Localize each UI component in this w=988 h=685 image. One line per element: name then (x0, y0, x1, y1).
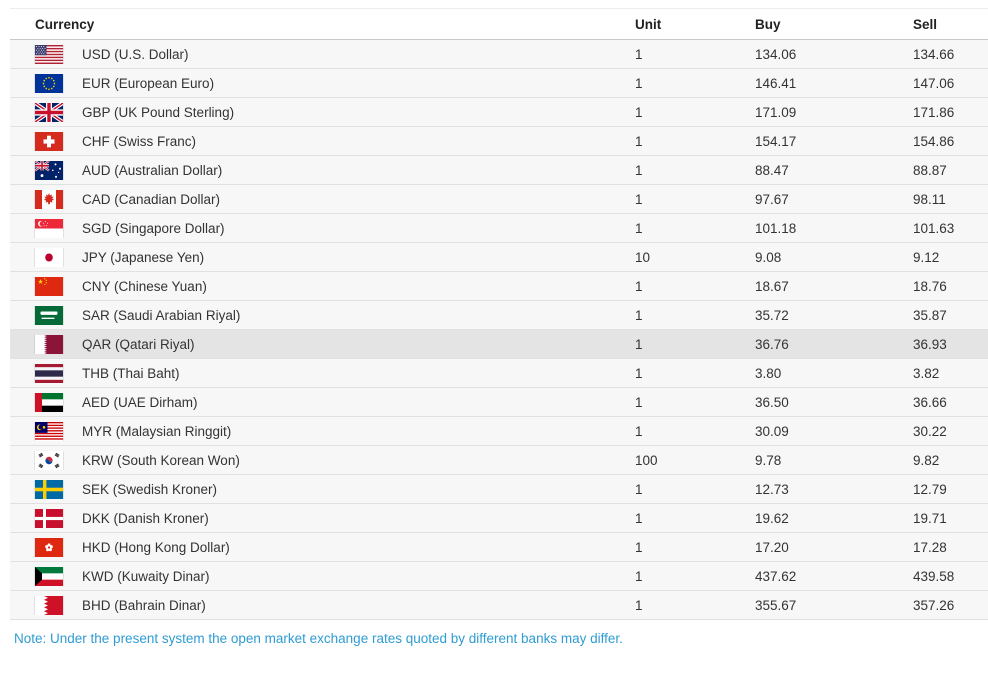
unit-value: 1 (635, 423, 643, 439)
currency-name: DKK (Danish Kroner) (82, 510, 209, 526)
exchange-rate-table (10, 8, 988, 620)
unit-value: 1 (635, 75, 643, 91)
sell-value: 357.26 (913, 597, 955, 613)
sell-value: 88.87 (913, 162, 947, 178)
flag-qa-icon (35, 335, 63, 354)
sell-value: 3.82 (913, 365, 940, 381)
table-row-th[interactable] (10, 359, 988, 388)
unit-value: 1 (635, 336, 643, 352)
buy-value: 355.67 (755, 597, 797, 613)
currency-name: CHF (Swiss Franc) (82, 133, 196, 149)
flag-eu-icon (35, 74, 63, 93)
sell-value: 9.82 (913, 452, 940, 468)
sell-value: 134.66 (913, 46, 955, 62)
column-header-unit: Unit (635, 16, 662, 32)
currency-name: HKD (Hong Kong Dollar) (82, 539, 230, 555)
sell-value: 147.06 (913, 75, 955, 91)
flag-us-icon (35, 45, 63, 64)
flag-th-icon (35, 364, 63, 383)
table-row-sa[interactable] (10, 301, 988, 330)
table-row-dk[interactable] (10, 504, 988, 533)
unit-value: 1 (635, 220, 643, 236)
table-row-sg[interactable] (10, 214, 988, 243)
buy-value: 3.80 (755, 365, 782, 381)
currency-name: SEK (Swedish Kroner) (82, 481, 218, 497)
table-row-cn[interactable] (10, 272, 988, 301)
buy-value: 36.50 (755, 394, 789, 410)
buy-value: 154.17 (755, 133, 797, 149)
buy-value: 35.72 (755, 307, 789, 323)
table-row-kr[interactable] (10, 446, 988, 475)
unit-value: 1 (635, 510, 643, 526)
flag-ca-icon (35, 190, 63, 209)
table-row-au[interactable] (10, 156, 988, 185)
table-row-ch[interactable] (10, 127, 988, 156)
currency-name: EUR (European Euro) (82, 75, 215, 91)
sell-value: 154.86 (913, 133, 955, 149)
currency-name: USD (U.S. Dollar) (82, 46, 189, 62)
unit-value: 100 (635, 452, 658, 468)
sell-value: 439.58 (913, 568, 955, 584)
table-row-se[interactable] (10, 475, 988, 504)
currency-name: KWD (Kuwaity Dinar) (82, 568, 210, 584)
unit-value: 1 (635, 46, 643, 62)
flag-ch-icon (35, 132, 63, 151)
unit-value: 1 (635, 568, 643, 584)
table-row-kw[interactable] (10, 562, 988, 591)
buy-value: 171.09 (755, 104, 797, 120)
buy-value: 12.73 (755, 481, 789, 497)
unit-value: 1 (635, 539, 643, 555)
unit-value: 1 (635, 597, 643, 613)
unit-value: 10 (635, 249, 651, 265)
currency-name: JPY (Japanese Yen) (82, 249, 205, 265)
column-header-currency: Currency (35, 16, 95, 32)
note-text: Note: Under the present system the open market exchange rates quoted by different banks may differ. (14, 631, 623, 646)
buy-value: 9.08 (755, 249, 782, 265)
currency-name: SAR (Saudi Arabian Riyal) (82, 307, 241, 323)
buy-value: 437.62 (755, 568, 797, 584)
buy-value: 9.78 (755, 452, 782, 468)
table-row-bh[interactable] (10, 591, 988, 620)
flag-gb-icon (35, 103, 63, 122)
currency-name: GBP (UK Pound Sterling) (82, 104, 235, 120)
sell-value: 171.86 (913, 104, 955, 120)
table-row-ca[interactable] (10, 185, 988, 214)
currency-name: CAD (Canadian Dollar) (82, 191, 221, 207)
flag-sa-icon (35, 306, 63, 325)
table-body (10, 40, 988, 620)
unit-value: 1 (635, 394, 643, 410)
currency-name: SGD (Singapore Dollar) (82, 220, 225, 236)
currency-name: CNY (Chinese Yuan) (82, 278, 207, 294)
flag-my-icon (35, 422, 63, 441)
currency-name: MYR (Malaysian Ringgit) (82, 423, 232, 439)
sell-value: 17.28 (913, 539, 947, 555)
sell-value: 36.66 (913, 394, 947, 410)
flag-au-icon (35, 161, 63, 180)
unit-value: 1 (635, 365, 643, 381)
sell-value: 12.79 (913, 481, 947, 497)
flag-hk-icon (35, 538, 63, 557)
buy-value: 97.67 (755, 191, 789, 207)
sell-value: 18.76 (913, 278, 947, 294)
buy-value: 17.20 (755, 539, 789, 555)
unit-value: 1 (635, 104, 643, 120)
flag-kw-icon (35, 567, 63, 586)
flag-ae-icon (35, 393, 63, 412)
table-row-hk[interactable] (10, 533, 988, 562)
table-row-qa[interactable] (10, 330, 988, 359)
table-row-ae[interactable] (10, 388, 988, 417)
unit-value: 1 (635, 307, 643, 323)
unit-value: 1 (635, 133, 643, 149)
flag-kr-icon (35, 451, 63, 470)
sell-value: 36.93 (913, 336, 947, 352)
column-header-buy: Buy (755, 16, 781, 32)
unit-value: 1 (635, 481, 643, 497)
buy-value: 36.76 (755, 336, 789, 352)
unit-value: 1 (635, 162, 643, 178)
flag-jp-icon (35, 248, 63, 267)
buy-value: 19.62 (755, 510, 789, 526)
flag-cn-icon (35, 277, 63, 296)
column-header-sell: Sell (913, 16, 938, 32)
table-row-my[interactable] (10, 417, 988, 446)
currency-name: BHD (Bahrain Dinar) (82, 597, 206, 613)
buy-value: 101.18 (755, 220, 797, 236)
sell-value: 30.22 (913, 423, 947, 439)
currency-name: KRW (South Korean Won) (82, 452, 240, 468)
buy-value: 146.41 (755, 75, 797, 91)
sell-value: 35.87 (913, 307, 947, 323)
buy-value: 18.67 (755, 278, 789, 294)
buy-value: 88.47 (755, 162, 789, 178)
table-header-row (10, 9, 988, 40)
currency-name: AUD (Australian Dollar) (82, 162, 223, 178)
currency-name: THB (Thai Baht) (82, 365, 180, 381)
table-row-jp[interactable] (10, 243, 988, 272)
currency-name: QAR (Qatari Riyal) (82, 336, 195, 352)
sell-value: 98.11 (913, 191, 946, 207)
flag-dk-icon (35, 509, 63, 528)
table-row-eu[interactable] (10, 69, 988, 98)
sell-value: 19.71 (913, 510, 947, 526)
unit-value: 1 (635, 191, 643, 207)
unit-value: 1 (635, 278, 643, 294)
flag-bh-icon (35, 596, 63, 615)
buy-value: 30.09 (755, 423, 789, 439)
currency-name: AED (UAE Dirham) (82, 394, 198, 410)
sell-value: 9.12 (913, 249, 940, 265)
sell-value: 101.63 (913, 220, 955, 236)
flag-sg-icon (35, 219, 63, 238)
flag-se-icon (35, 480, 63, 499)
buy-value: 134.06 (755, 46, 797, 62)
table-row-us[interactable] (10, 40, 988, 69)
table-row-gb[interactable] (10, 98, 988, 127)
